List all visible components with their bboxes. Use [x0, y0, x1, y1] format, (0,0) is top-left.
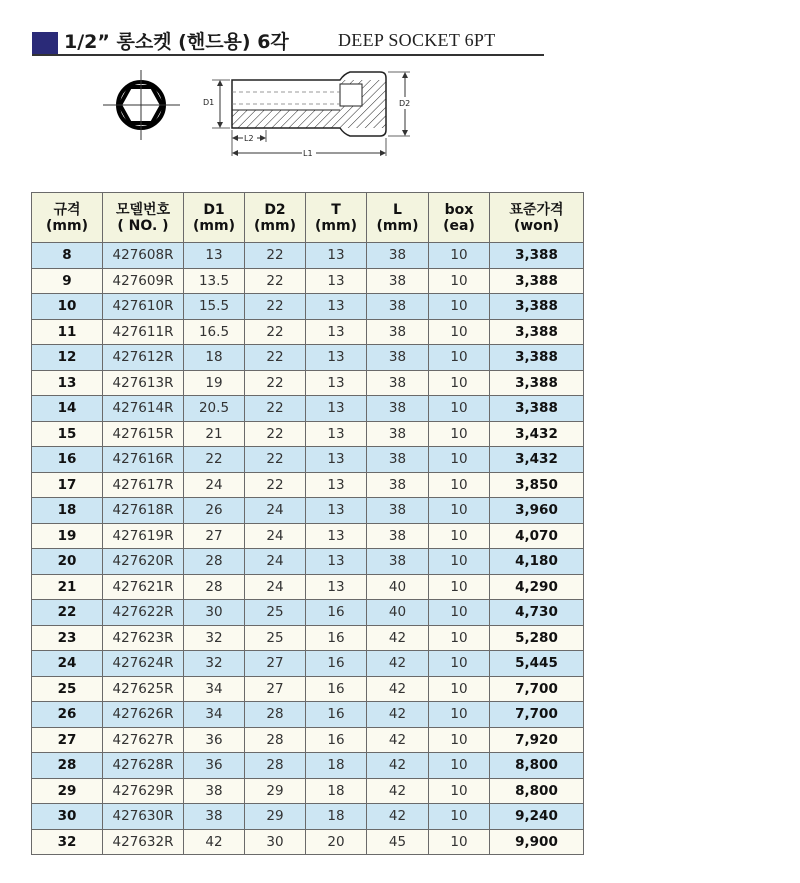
- cell-d2: 22: [245, 396, 306, 422]
- cell-box: 10: [429, 370, 490, 396]
- cell-price: 4,180: [490, 549, 584, 575]
- page-subtitle: DEEP SOCKET 6PT: [338, 30, 496, 50]
- cell-t: 13: [306, 472, 367, 498]
- cell-size: 23: [32, 625, 103, 651]
- cell-d1: 16.5: [184, 319, 245, 345]
- cell-box: 10: [429, 676, 490, 702]
- cell-l: 38: [367, 294, 429, 320]
- cell-model: 427621R: [103, 574, 184, 600]
- header-marker: [32, 32, 58, 55]
- cell-price: 4,730: [490, 600, 584, 626]
- table-header-row: [32, 193, 584, 243]
- cell-l: 42: [367, 753, 429, 779]
- cell-d1: 18: [184, 345, 245, 371]
- cell-t: 20: [306, 829, 367, 855]
- cell-box: 10: [429, 396, 490, 422]
- cell-price: 8,800: [490, 753, 584, 779]
- side-view: [202, 72, 414, 158]
- cell-price: 3,432: [490, 421, 584, 447]
- cell-d1: 20.5: [184, 396, 245, 422]
- cell-box: 10: [429, 421, 490, 447]
- cell-l: 42: [367, 804, 429, 830]
- cell-model: 427617R: [103, 472, 184, 498]
- cell-t: 13: [306, 396, 367, 422]
- cell-model: 427624R: [103, 651, 184, 677]
- cell-d1: 36: [184, 753, 245, 779]
- cell-l: 38: [367, 370, 429, 396]
- cell-model: 427619R: [103, 523, 184, 549]
- cell-model: 427610R: [103, 294, 184, 320]
- cell-box: 10: [429, 243, 490, 269]
- cell-t: 13: [306, 319, 367, 345]
- cell-price: 5,445: [490, 651, 584, 677]
- cell-box: 10: [429, 523, 490, 549]
- cell-price: 7,700: [490, 676, 584, 702]
- cell-t: 16: [306, 625, 367, 651]
- cell-t: 13: [306, 523, 367, 549]
- cell-box: 10: [429, 268, 490, 294]
- cell-d2: 24: [245, 549, 306, 575]
- cell-t: 16: [306, 676, 367, 702]
- table-row: [32, 294, 584, 320]
- table-row: [32, 447, 584, 473]
- table-row: [32, 345, 584, 371]
- cell-size: 14: [32, 396, 103, 422]
- cell-l: 42: [367, 727, 429, 753]
- col-header-model: 모델번호 ( NO. ): [103, 193, 184, 243]
- cell-price: 3,388: [490, 319, 584, 345]
- cell-model: 427611R: [103, 319, 184, 345]
- cell-d2: 25: [245, 600, 306, 626]
- table-row: [32, 319, 584, 345]
- cell-box: 10: [429, 294, 490, 320]
- cell-box: 10: [429, 472, 490, 498]
- cell-l: 38: [367, 396, 429, 422]
- table-row: [32, 702, 584, 728]
- cell-d1: 19: [184, 370, 245, 396]
- cell-size: 29: [32, 778, 103, 804]
- socket-drawing: [0, 60, 800, 170]
- cell-size: 10: [32, 294, 103, 320]
- cell-t: 16: [306, 600, 367, 626]
- table-row: [32, 472, 584, 498]
- cell-d2: 28: [245, 753, 306, 779]
- cell-d1: 38: [184, 778, 245, 804]
- cell-box: 10: [429, 829, 490, 855]
- cell-box: 10: [429, 727, 490, 753]
- cell-d1: 13: [184, 243, 245, 269]
- cell-d1: 38: [184, 804, 245, 830]
- cell-d2: 22: [245, 294, 306, 320]
- cell-price: 4,290: [490, 574, 584, 600]
- cell-t: 13: [306, 268, 367, 294]
- cell-l: 38: [367, 345, 429, 371]
- cell-price: 3,432: [490, 447, 584, 473]
- cell-d2: 29: [245, 778, 306, 804]
- cell-t: 13: [306, 370, 367, 396]
- cell-d2: 27: [245, 676, 306, 702]
- cell-box: 10: [429, 498, 490, 524]
- cell-price: 3,388: [490, 294, 584, 320]
- table-row: [32, 268, 584, 294]
- cell-box: 10: [429, 549, 490, 575]
- cell-box: 10: [429, 804, 490, 830]
- cell-size: 12: [32, 345, 103, 371]
- header-underline: [32, 54, 544, 56]
- cell-t: 16: [306, 702, 367, 728]
- cell-d2: 28: [245, 727, 306, 753]
- cell-size: 16: [32, 447, 103, 473]
- cell-l: 38: [367, 498, 429, 524]
- cell-d1: 36: [184, 727, 245, 753]
- cell-price: 9,900: [490, 829, 584, 855]
- cell-t: 18: [306, 804, 367, 830]
- table-row: [32, 396, 584, 422]
- cell-l: 42: [367, 625, 429, 651]
- cell-d1: 30: [184, 600, 245, 626]
- cell-model: 427613R: [103, 370, 184, 396]
- cell-d1: 26: [184, 498, 245, 524]
- cell-price: 9,240: [490, 804, 584, 830]
- cell-model: 427608R: [103, 243, 184, 269]
- cell-d1: 32: [184, 651, 245, 677]
- cell-size: 11: [32, 319, 103, 345]
- cell-l: 42: [367, 676, 429, 702]
- col-header-box: box (ea): [429, 193, 490, 243]
- cell-price: 3,388: [490, 345, 584, 371]
- cell-l: 38: [367, 421, 429, 447]
- cell-box: 10: [429, 345, 490, 371]
- cell-l: 42: [367, 702, 429, 728]
- table-row: [32, 523, 584, 549]
- cell-d1: 34: [184, 676, 245, 702]
- cell-l: 38: [367, 523, 429, 549]
- table-row: [32, 498, 584, 524]
- label-d2: D2: [399, 99, 411, 108]
- cell-price: 3,388: [490, 396, 584, 422]
- cell-price: 3,960: [490, 498, 584, 524]
- table-row: [32, 574, 584, 600]
- cell-d2: 22: [245, 447, 306, 473]
- cell-d2: 28: [245, 702, 306, 728]
- cell-model: 427632R: [103, 829, 184, 855]
- table-row: [32, 727, 584, 753]
- cell-t: 13: [306, 549, 367, 575]
- cell-size: 9: [32, 268, 103, 294]
- socket-diagram: [0, 60, 800, 170]
- cell-t: 18: [306, 778, 367, 804]
- cell-t: 18: [306, 753, 367, 779]
- cell-size: 20: [32, 549, 103, 575]
- cell-price: 3,850: [490, 472, 584, 498]
- cell-box: 10: [429, 447, 490, 473]
- cell-model: 427620R: [103, 549, 184, 575]
- cell-d2: 30: [245, 829, 306, 855]
- cell-box: 10: [429, 778, 490, 804]
- cell-t: 13: [306, 243, 367, 269]
- cell-price: 5,280: [490, 625, 584, 651]
- cell-l: 38: [367, 472, 429, 498]
- cell-size: 18: [32, 498, 103, 524]
- cell-model: 427625R: [103, 676, 184, 702]
- cell-model: 427628R: [103, 753, 184, 779]
- col-header-d2: D2 (mm): [245, 193, 306, 243]
- cell-d1: 34: [184, 702, 245, 728]
- cell-size: 30: [32, 804, 103, 830]
- cell-model: 427618R: [103, 498, 184, 524]
- cell-d2: 22: [245, 319, 306, 345]
- cell-size: 27: [32, 727, 103, 753]
- cell-price: 7,920: [490, 727, 584, 753]
- hex-end-view: [103, 70, 180, 140]
- cell-t: 13: [306, 447, 367, 473]
- cell-box: 10: [429, 753, 490, 779]
- cell-model: 427609R: [103, 268, 184, 294]
- cell-size: 8: [32, 243, 103, 269]
- cell-t: 13: [306, 574, 367, 600]
- cell-size: 13: [32, 370, 103, 396]
- cell-price: 7,700: [490, 702, 584, 728]
- table-body: [32, 243, 584, 855]
- cell-d2: 22: [245, 243, 306, 269]
- cell-size: 28: [32, 753, 103, 779]
- cell-d2: 29: [245, 804, 306, 830]
- cell-d2: 22: [245, 345, 306, 371]
- cell-d2: 22: [245, 268, 306, 294]
- cell-l: 45: [367, 829, 429, 855]
- cell-d1: 28: [184, 574, 245, 600]
- cell-d1: 32: [184, 625, 245, 651]
- cell-l: 38: [367, 268, 429, 294]
- cell-d2: 24: [245, 523, 306, 549]
- cell-d2: 24: [245, 498, 306, 524]
- cell-size: 17: [32, 472, 103, 498]
- cell-t: 13: [306, 498, 367, 524]
- cell-price: 4,070: [490, 523, 584, 549]
- table-row: [32, 549, 584, 575]
- cell-d2: 27: [245, 651, 306, 677]
- cell-t: 13: [306, 294, 367, 320]
- cell-l: 40: [367, 574, 429, 600]
- label-d1: D1: [203, 98, 215, 107]
- cell-price: 3,388: [490, 370, 584, 396]
- col-header-l: L (mm): [367, 193, 429, 243]
- table-row: [32, 778, 584, 804]
- cell-d2: 22: [245, 472, 306, 498]
- cell-d1: 42: [184, 829, 245, 855]
- col-header-size: 규격 (mm): [32, 193, 103, 243]
- cell-model: 427630R: [103, 804, 184, 830]
- cell-d1: 24: [184, 472, 245, 498]
- table-row: [32, 243, 584, 269]
- label-l1: L1: [303, 149, 313, 158]
- table-row: [32, 370, 584, 396]
- col-header-t: T (mm): [306, 193, 367, 243]
- cell-d1: 27: [184, 523, 245, 549]
- cell-model: 427614R: [103, 396, 184, 422]
- cell-model: 427627R: [103, 727, 184, 753]
- cell-l: 38: [367, 447, 429, 473]
- cell-l: 40: [367, 600, 429, 626]
- cell-d1: 13.5: [184, 268, 245, 294]
- cell-model: 427622R: [103, 600, 184, 626]
- table-row: [32, 600, 584, 626]
- cell-model: 427615R: [103, 421, 184, 447]
- cell-size: 24: [32, 651, 103, 677]
- cell-model: 427612R: [103, 345, 184, 371]
- cell-box: 10: [429, 625, 490, 651]
- table-row: [32, 753, 584, 779]
- cell-price: 3,388: [490, 243, 584, 269]
- table-row: [32, 625, 584, 651]
- table-row: [32, 829, 584, 855]
- cell-size: 26: [32, 702, 103, 728]
- page-title: 1/2” 롱소켓 (핸드용) 6각: [64, 31, 289, 53]
- cell-t: 16: [306, 651, 367, 677]
- cell-box: 10: [429, 600, 490, 626]
- cell-l: 42: [367, 778, 429, 804]
- cell-d1: 15.5: [184, 294, 245, 320]
- cell-l: 38: [367, 243, 429, 269]
- cell-d2: 22: [245, 421, 306, 447]
- cell-l: 38: [367, 319, 429, 345]
- cell-d1: 28: [184, 549, 245, 575]
- table-row: [32, 651, 584, 677]
- cell-d2: 22: [245, 370, 306, 396]
- cell-l: 42: [367, 651, 429, 677]
- cell-d2: 25: [245, 625, 306, 651]
- col-header-price: 표준가격 (won): [490, 193, 584, 243]
- table-row: [32, 421, 584, 447]
- col-header-d1: D1 (mm): [184, 193, 245, 243]
- page-header: [32, 27, 544, 55]
- cell-d1: 21: [184, 421, 245, 447]
- cell-size: 21: [32, 574, 103, 600]
- cell-d2: 24: [245, 574, 306, 600]
- cell-t: 13: [306, 345, 367, 371]
- cell-t: 13: [306, 421, 367, 447]
- cell-model: 427629R: [103, 778, 184, 804]
- cell-model: 427623R: [103, 625, 184, 651]
- cell-d1: 22: [184, 447, 245, 473]
- cell-box: 10: [429, 574, 490, 600]
- cell-price: 3,388: [490, 268, 584, 294]
- spec-table: [31, 192, 584, 855]
- cell-l: 38: [367, 549, 429, 575]
- table-row: [32, 804, 584, 830]
- cell-model: 427616R: [103, 447, 184, 473]
- label-l2: L2: [244, 134, 254, 143]
- cell-box: 10: [429, 702, 490, 728]
- cell-box: 10: [429, 319, 490, 345]
- cell-size: 32: [32, 829, 103, 855]
- cell-size: 15: [32, 421, 103, 447]
- cell-size: 19: [32, 523, 103, 549]
- cell-t: 16: [306, 727, 367, 753]
- cell-size: 25: [32, 676, 103, 702]
- cell-size: 22: [32, 600, 103, 626]
- table-row: [32, 676, 584, 702]
- cell-model: 427626R: [103, 702, 184, 728]
- cell-box: 10: [429, 651, 490, 677]
- cell-price: 8,800: [490, 778, 584, 804]
